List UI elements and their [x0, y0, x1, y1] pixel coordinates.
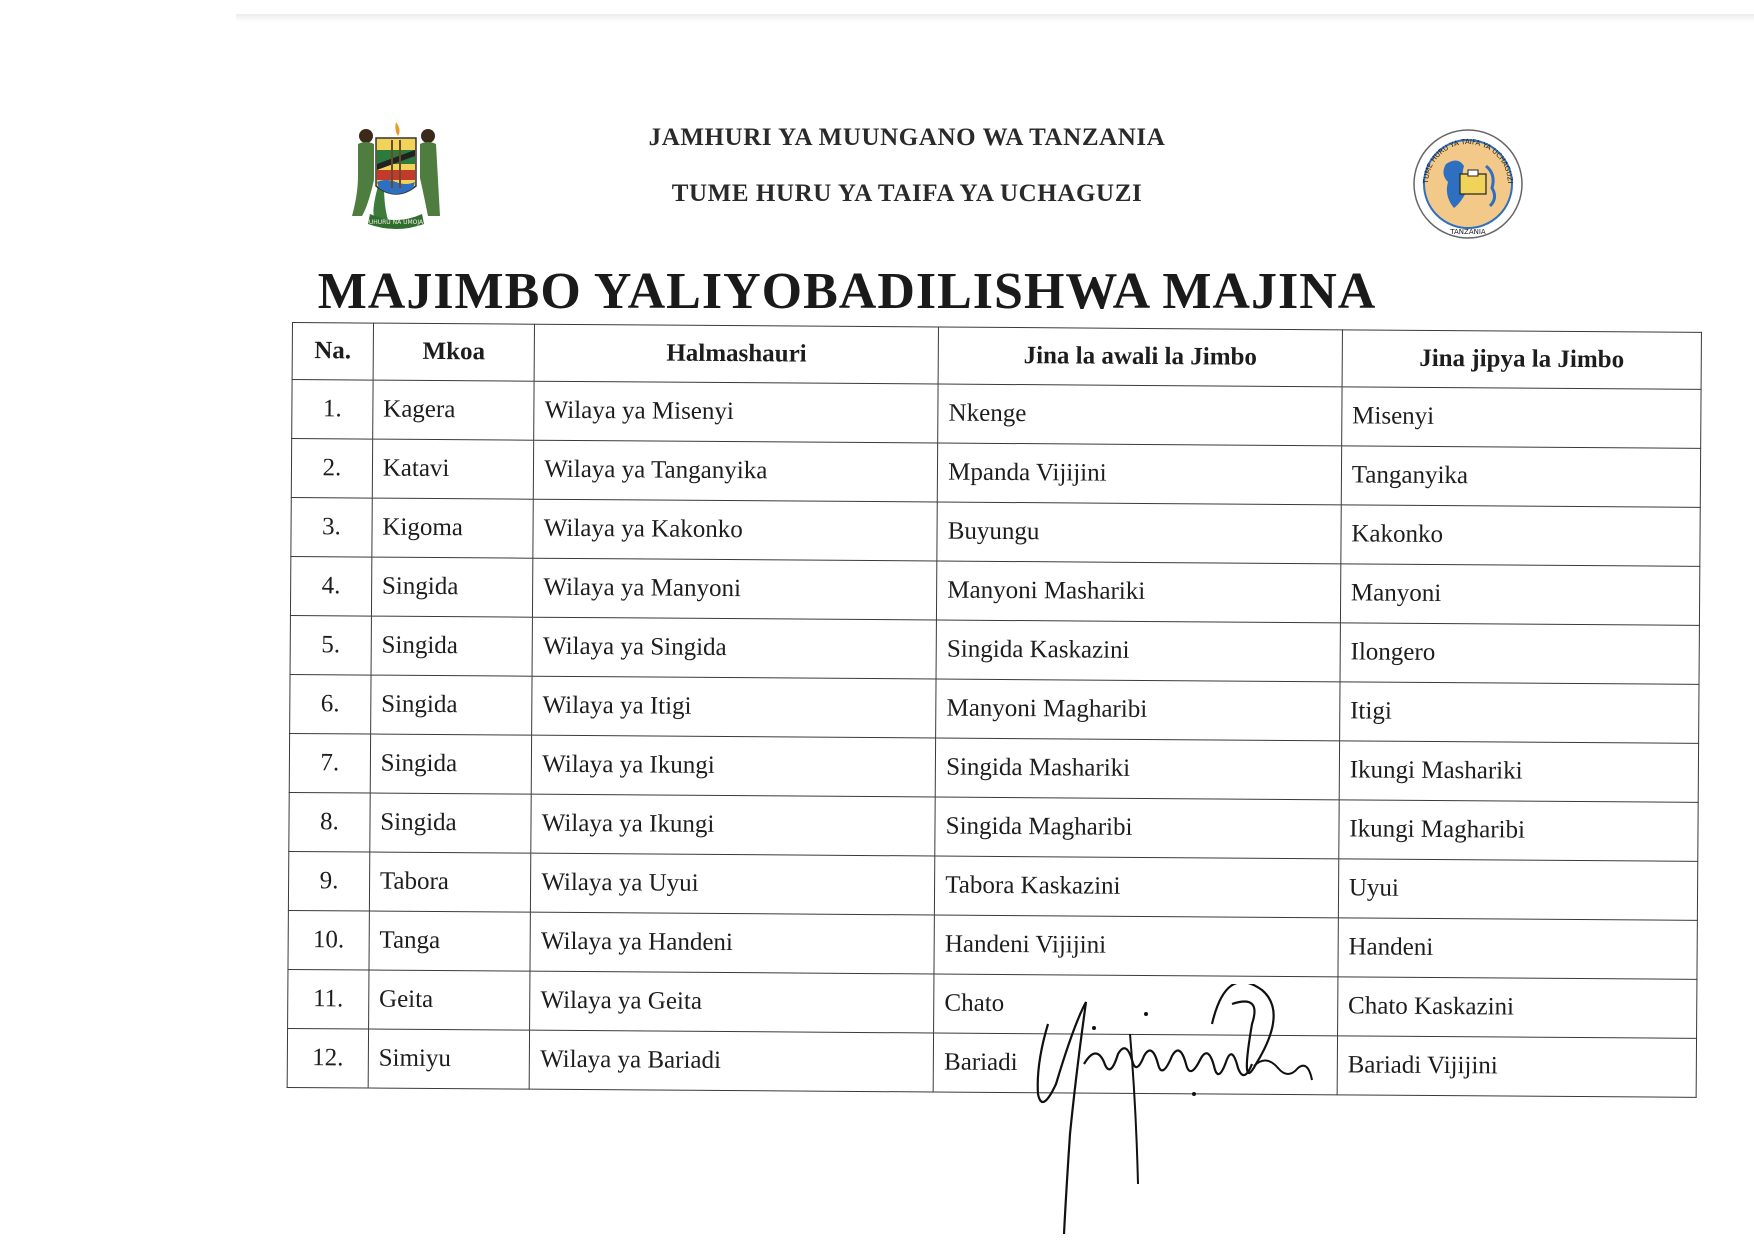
cell-council: Wilaya ya Ikungi [531, 794, 935, 856]
cell-previous-name: Singida Mashariki [935, 738, 1339, 800]
cell-previous-name: Manyoni Mashariki [937, 561, 1341, 623]
cell-region: Singida [370, 734, 532, 794]
cell-new-name: Ikungi Magharibi [1339, 800, 1699, 862]
cell-region: Singida [371, 616, 533, 676]
renamed-constituencies-table [287, 322, 1702, 1098]
cell-number: 4. [290, 556, 371, 616]
table-row [291, 439, 1700, 508]
cell-region: Simiyu [368, 1029, 530, 1089]
cell-council: Wilaya ya Singida [532, 617, 936, 679]
header-line-commission: TUME HURU YA TAIFA YA UCHAGUZI [671, 180, 1143, 207]
cell-number: 7. [289, 733, 370, 793]
cell-council: Wilaya ya Ikungi [531, 735, 935, 797]
cell-number: 9. [288, 851, 369, 911]
cell-new-name: Ilongero [1340, 623, 1700, 685]
table-row [290, 674, 1699, 743]
cell-region: Singida [370, 793, 532, 853]
svg-text:TUME HURU YA TAIFA YA UCHAGUZI: TUME HURU YA TAIFA YA UCHAGUZI [1421, 137, 1515, 184]
cell-previous-name: Handeni Vijijini [934, 915, 1338, 977]
header-previous-name: Jina la awali la Jimbo [938, 327, 1342, 387]
handwritten-signature [1026, 984, 1326, 1244]
table-row [291, 497, 1700, 566]
cell-region: Singida [371, 557, 533, 617]
cell-council: Wilaya ya Geita [530, 971, 934, 1033]
cell-number: 11. [288, 969, 369, 1029]
cell-council: Wilaya ya Manyoni [533, 558, 937, 620]
cell-region: Geita [368, 970, 530, 1030]
document-title: MAJIMBO YALIYOBADILISHWA MAJINA [317, 263, 1377, 320]
cell-new-name: Ikungi Mashariki [1339, 741, 1699, 803]
header-region: Mkoa [373, 323, 535, 381]
cell-new-name: Itigi [1339, 682, 1699, 744]
table-row [292, 380, 1701, 449]
cell-region: Tanga [369, 911, 531, 971]
svg-text:TANZANIA: TANZANIA [1450, 228, 1486, 236]
table-row [287, 1028, 1696, 1097]
cell-number: 1. [292, 380, 373, 440]
cell-new-name: Uyui [1338, 859, 1698, 921]
cell-region: Tabora [369, 852, 531, 912]
table-row [289, 733, 1698, 802]
cell-region: Kagera [372, 380, 534, 440]
cell-previous-name: Singida Kaskazini [936, 620, 1340, 682]
cell-new-name: Misenyi [1342, 387, 1702, 449]
cell-new-name: Chato Kaskazini [1337, 977, 1697, 1039]
cell-previous-name: Bariadi [933, 1033, 1337, 1095]
header-number: Na. [292, 323, 373, 381]
cell-number: 12. [287, 1028, 368, 1088]
cell-region: Kigoma [372, 498, 534, 558]
cell-number: 3. [291, 497, 372, 557]
cell-number: 6. [290, 674, 371, 734]
table-body [287, 380, 1701, 1098]
cell-previous-name: Buyungu [937, 502, 1341, 564]
cell-council: Wilaya ya Misenyi [534, 381, 938, 443]
cell-new-name: Kakonko [1341, 505, 1701, 567]
scan-edge [236, 14, 1754, 22]
cell-previous-name: Tabora Kaskazini [935, 856, 1339, 918]
cell-number: 8. [289, 792, 370, 852]
cell-previous-name: Chato [934, 974, 1338, 1036]
cell-region: Katavi [372, 439, 534, 499]
svg-text:UHURU NA UMOJA: UHURU NA UMOJA [368, 219, 424, 226]
table-row [289, 792, 1698, 861]
cell-council: Wilaya ya Itigi [532, 676, 936, 738]
header-council: Halmashauri [534, 324, 938, 384]
cell-new-name: Bariadi Vijijini [1337, 1036, 1697, 1098]
cell-previous-name: Manyoni Magharibi [936, 679, 1340, 741]
cell-council: Wilaya ya Uyui [531, 853, 935, 915]
cell-council: Wilaya ya Tanganyika [534, 440, 938, 502]
table-row [288, 969, 1697, 1038]
header-new-name: Jina jipya la Jimbo [1342, 330, 1702, 390]
cell-council: Wilaya ya Handeni [530, 912, 934, 974]
cell-region: Singida [370, 675, 532, 735]
cell-previous-name: Mpanda Vijijini [937, 443, 1341, 505]
cell-previous-name: Singida Magharibi [935, 797, 1339, 859]
cell-new-name: Tanganyika [1341, 446, 1701, 508]
electoral-commission-seal [1410, 126, 1526, 242]
cell-number: 5. [290, 615, 371, 675]
cell-number: 10. [288, 910, 369, 970]
table-row [288, 851, 1697, 920]
cell-council: Wilaya ya Kakonko [533, 499, 937, 561]
table-row [290, 615, 1699, 684]
cell-new-name: Handeni [1338, 918, 1698, 980]
table-header-row [292, 323, 1701, 390]
header-line-republic: JAMHURI YA MUUNGANO WA TANZANIA [648, 124, 1166, 151]
cell-previous-name: Nkenge [938, 384, 1342, 446]
table-row [290, 556, 1699, 625]
cell-new-name: Manyoni [1340, 564, 1700, 626]
table-row [288, 910, 1697, 979]
cell-number: 2. [291, 439, 372, 499]
cell-council: Wilaya ya Bariadi [529, 1030, 933, 1092]
